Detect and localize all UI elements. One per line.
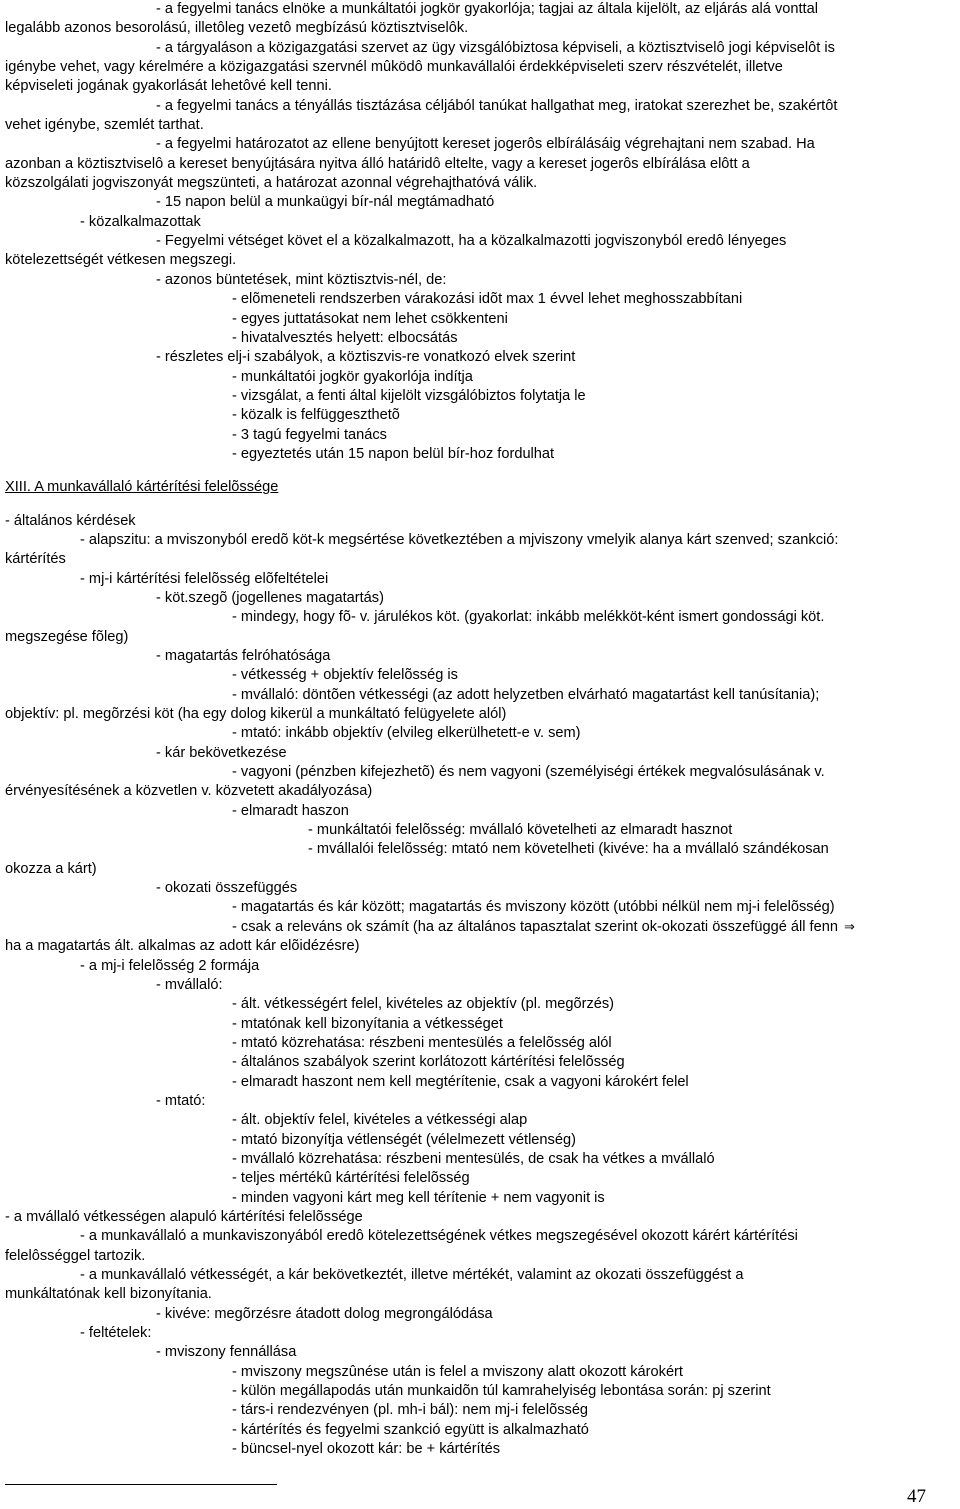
text-line-content: legalább azonos besorolású, illetôleg vezetô megbízású köztisztviselôk.	[5, 20, 469, 37]
text-line	[5, 1015, 955, 1034]
text-line	[5, 406, 955, 425]
text-line	[5, 512, 955, 531]
text-line	[5, 1305, 955, 1324]
text-line	[5, 58, 955, 77]
text-line-content: - azonos büntetések, mint köztisztvis-nél, de:	[156, 271, 447, 288]
text-line-content: - munkáltatói felelõsség: mvállaló követelheti az elmaradt hasznot	[308, 822, 733, 839]
text-line	[5, 1111, 955, 1130]
text-line	[5, 213, 955, 232]
text-line-content: igénybe vehet, vagy kérelmére a közigazgatási szervnél mûködô munkavállalói érdekképviseleti szerv részvételét, illetve	[5, 59, 783, 76]
text-line-content: - feltételek:	[80, 1325, 152, 1342]
text-line	[5, 1189, 955, 1208]
text-line-content: - mtató közrehatása: részbeni mentesülés a felelõsség alól	[232, 1034, 612, 1051]
text-line	[5, 918, 955, 937]
text-block-liability	[5, 512, 955, 1460]
text-line	[5, 368, 955, 387]
text-line-content: - a tárgyaláson a közigazgatási szervet az ügy vizsgálóbiztosa képviseli, a köztisztviselô jogi képviselôt is	[156, 39, 835, 56]
text-line-content: - közalkalmazottak	[80, 213, 201, 230]
text-line	[5, 628, 955, 647]
text-line	[5, 1150, 955, 1169]
text-line	[5, 763, 955, 782]
text-line	[5, 1034, 955, 1053]
text-line	[5, 1227, 955, 1246]
text-line-content: kötelezettségét vétkesen megszegi.	[5, 252, 237, 269]
footnote-rule	[5, 1484, 277, 1485]
text-line	[5, 1131, 955, 1150]
text-line	[5, 1285, 955, 1304]
text-line-content: - mvállaló: döntõen vétkességi (az adott helyzetben elvárható magatartást kell tanúsítania);	[232, 686, 820, 703]
text-line	[5, 860, 955, 879]
text-line	[5, 608, 955, 627]
text-line-content: - közalk is felfüggeszthetõ	[232, 407, 400, 424]
text-line-content: - munkáltatói jogkör gyakorlója indítja	[232, 368, 473, 385]
text-line	[5, 348, 955, 367]
text-line-content: - okozati összefüggés	[156, 880, 298, 897]
text-line-content: - büncsel-nyel okozott kár: be + kártérítés	[232, 1441, 501, 1458]
text-line-content: - mtatónak kell bizonyítania a vétkességet	[232, 1015, 503, 1032]
text-line	[5, 0, 955, 19]
text-line	[5, 937, 955, 956]
text-line	[5, 1363, 955, 1382]
text-line	[5, 135, 955, 154]
text-line	[5, 879, 955, 898]
text-line	[5, 155, 955, 174]
text-line-content: - 15 napon belül a munkaügyi bír-nál megtámadható	[156, 194, 495, 211]
text-line-content: - hivatalvesztés helyett: elbocsátás	[232, 329, 458, 346]
text-line-content: - a fegyelmi tanács a tényállás tisztázása céljából tanúkat hallgathat meg, iratokat szerezhet be, szakértôt	[156, 97, 838, 114]
text-line	[5, 290, 955, 309]
text-line	[5, 271, 955, 290]
text-line	[5, 116, 955, 135]
text-line-content: - Fegyelmi vétséget követ el a közalkalmazott, ha a közalkalmazotti jogviszonyból eredô lényeges	[156, 233, 787, 250]
text-line-content: érvényesítésének a közvetlen v. közvetett akadályozása)	[5, 783, 373, 800]
page-number: 47	[907, 1486, 926, 1507]
text-line	[5, 310, 955, 329]
text-line	[5, 97, 955, 116]
text-line-content: - a fegyelmi határozatot az ellene benyújtott kereset jogerôs elbírálásáig végrehajtani nem szabad. Ha	[156, 136, 815, 153]
text-line-content: - mtató:	[156, 1092, 206, 1109]
text-line	[5, 77, 955, 96]
text-line	[5, 1421, 955, 1440]
text-line-content: - mviszony megszûnése után is felel a mviszony alatt okozott károkért	[232, 1363, 683, 1380]
text-line-content: - általános kérdések	[5, 512, 136, 529]
text-line-content: - a mvállaló vétkességen alapuló kártérítési felelõssége	[5, 1208, 363, 1225]
text-line-content: ha a magatartás ált. alkalmas az adott kár elõidézésre)	[5, 938, 360, 955]
text-line	[5, 1053, 955, 1072]
text-line-content: közszolgálati jogviszonyát megszünteti, a határozat azonnal végrehajthatóvá válik.	[5, 175, 538, 192]
text-line	[5, 174, 955, 193]
text-line	[5, 802, 955, 821]
text-line-content: - 3 tagú fegyelmi tanács	[232, 426, 387, 443]
text-line-content: - mvállalói felelõsség: mtató nem követelheti (kivéve: ha a mvállaló szándékosan	[308, 841, 829, 858]
text-line	[5, 1073, 955, 1092]
text-line-content: - részletes elj-i szabályok, a köztiszvis-re vonatkozó elvek szerint	[156, 349, 576, 366]
text-line-content: - általános szabályok szerint korlátozott kártérítési felelõsség	[232, 1054, 625, 1071]
text-line-content: - vizsgálat, a fenti által kijelölt vizsgálóbiztos folytatja le	[232, 387, 586, 404]
text-line-content: - mviszony fennállása	[156, 1344, 297, 1361]
text-line	[5, 1324, 955, 1343]
text-line-content: - vétkesség + objektív felelõsség is	[232, 667, 458, 684]
text-line	[5, 329, 955, 348]
text-line-content: - magatartás felróhatósága	[156, 648, 331, 664]
text-line-content: - ált. objektív felel, kivételes a vétkességi alap	[232, 1112, 528, 1129]
text-line-content: azonban a köztisztviselô a kereset benyújtására nyitva álló határidô eltelte, vagy a kereset jogerôs elbírálása elôtt a	[5, 155, 750, 172]
text-line-content: - mj-i kártérítési felelõsség elõfeltételei	[80, 570, 329, 587]
text-line	[5, 251, 955, 270]
text-line	[5, 531, 955, 550]
text-line	[5, 821, 955, 840]
text-line	[5, 19, 955, 38]
text-line	[5, 976, 955, 995]
text-line	[5, 232, 955, 251]
text-line-content: - elmaradt haszon	[232, 802, 349, 819]
text-line-content: - kártérítés és fegyelmi szankció együtt is alkalmazható	[232, 1421, 589, 1438]
text-line	[5, 898, 955, 917]
text-line-content: - kár bekövetkezése	[156, 744, 287, 761]
text-line-content: - teljes mértékû kártérítési felelõsség	[232, 1170, 470, 1187]
text-line-content: - külön megállapodás után munkaidõn túl kamrahelyiség lebontása során: pj szerint	[232, 1383, 771, 1400]
text-line-content: - vagyoni (pénzben kifejezhetõ) és nem vagyoni (személyiségi értékek megvalósulásának v.	[232, 764, 825, 781]
text-line	[5, 1343, 955, 1362]
text-line	[5, 666, 955, 685]
text-line	[5, 647, 955, 666]
text-line	[5, 1266, 955, 1285]
text-line	[5, 686, 955, 705]
text-line-content: - a mj-i felelõsség 2 formája	[80, 957, 260, 974]
text-line-content: megszegése fõleg)	[5, 628, 129, 645]
text-line-content: objektív: pl. megõrzési köt (ha egy dolog kikerül a munkáltató felügyelete alól)	[5, 706, 507, 723]
text-line	[5, 840, 955, 859]
text-line-content: - a munkavállaló a munkaviszonyából eredô kötelezettségének vétkes megszegésével okozott kárért kártérítési	[80, 1228, 798, 1245]
text-line	[5, 1092, 955, 1111]
text-line-content: - a fegyelmi tanács elnöke a munkáltatói jogkör gyakorlója; tagjai az általa kijelölt, az eljárás alá vonttal	[156, 1, 818, 17]
text-line-content: - mtató bizonyítja vétlenségét (vélelmezett vétlenség)	[232, 1131, 576, 1148]
text-line-content: - ált. vétkességért felel, kivételes az objektív (pl. megõrzés)	[232, 996, 615, 1013]
text-line	[5, 193, 955, 212]
text-line	[5, 1382, 955, 1401]
text-line	[5, 1208, 955, 1227]
text-line-content: - magatartás és kár között; magatartás és mviszony között (utóbbi nélkül nem mj-i felelõsség)	[232, 899, 835, 916]
text-line	[5, 445, 955, 464]
text-line-content: okozza a kárt)	[5, 860, 97, 877]
implies-arrow-icon: ⇒	[843, 919, 855, 935]
text-line-content: vehet igénybe, szemlét tarthat.	[5, 117, 204, 134]
text-line	[5, 387, 955, 406]
text-line-content: - alapszitu: a mviszonyból eredõ köt-k megsértése következtében a mjviszony vmelyik alanya kárt szenved; szankció:	[80, 531, 839, 548]
text-line	[5, 957, 955, 976]
text-line	[5, 724, 955, 743]
text-line	[5, 744, 955, 763]
text-line-content: - elõmeneteli rendszerben várakozási idõt max 1 évvel lehet meghosszabbítani	[232, 291, 743, 308]
text-line	[5, 705, 955, 724]
text-block-discipline	[5, 0, 955, 464]
text-line-content: - elmaradt haszont nem kell megtérítenie, csak a vagyoni károkért felel	[232, 1073, 689, 1090]
text-line	[5, 550, 955, 569]
section-heading: XIII. A munkavállaló kártérítési felelõssége	[5, 479, 279, 496]
text-line-content: - kivéve: megõrzésre átadott dolog megrongálódása	[156, 1305, 493, 1322]
text-line	[5, 426, 955, 445]
text-line-content: munkáltatónak kell bizonyítania.	[5, 1286, 212, 1303]
text-line-content: - társ-i rendezvényen (pl. mh-i bál): nem mj-i felelõsség	[232, 1402, 589, 1419]
text-line-content: felelôsséggel tartozik.	[5, 1247, 146, 1264]
text-line-content: - csak a releváns ok számít (ha az általános tapasztalat szerint ok-okozati összefüggé áll fenn	[232, 918, 838, 935]
text-line-content: - egyes juttatásokat nem lehet csökkenteni	[232, 310, 508, 327]
text-line-content: - köt.szegõ (jogellenes magatartás)	[156, 589, 384, 606]
text-line	[5, 1247, 955, 1266]
text-line-content: - a munkavállaló vétkességét, a kár bekövetkeztét, illetve mértékét, valamint az okozati összefüggést a	[80, 1267, 744, 1283]
text-line	[5, 995, 955, 1014]
text-line	[5, 589, 955, 608]
text-line-content: - minden vagyoni kárt meg kell térítenie + nem vagyonit is	[232, 1189, 605, 1206]
text-line	[5, 782, 955, 801]
text-line	[5, 1440, 955, 1459]
text-line	[5, 1169, 955, 1188]
text-line	[5, 1401, 955, 1420]
text-line-content: - mtató: inkább objektív (elvileg elkerülhetett-e v. sem)	[232, 725, 581, 742]
text-line-content: - mindegy, hogy fõ- v. járulékos köt. (gyakorlat: inkább melékköt-ként ismert gondossági köt.	[232, 609, 825, 626]
text-line-content: képviseleti jogának gyakorlását lehetôvé kell tenni.	[5, 78, 332, 95]
text-line	[5, 570, 955, 589]
text-line	[5, 39, 955, 58]
text-line-content: kártérítés	[5, 551, 66, 568]
text-line-content: - egyeztetés után 15 napon belül bír-hoz fordulhat	[232, 445, 555, 462]
text-line-content: - mvállaló:	[156, 976, 223, 993]
text-line-content: - mvállaló közrehatása: részbeni mentesülés, de csak ha vétkes a mvállaló	[232, 1150, 715, 1167]
document-body	[5, 0, 955, 1459]
